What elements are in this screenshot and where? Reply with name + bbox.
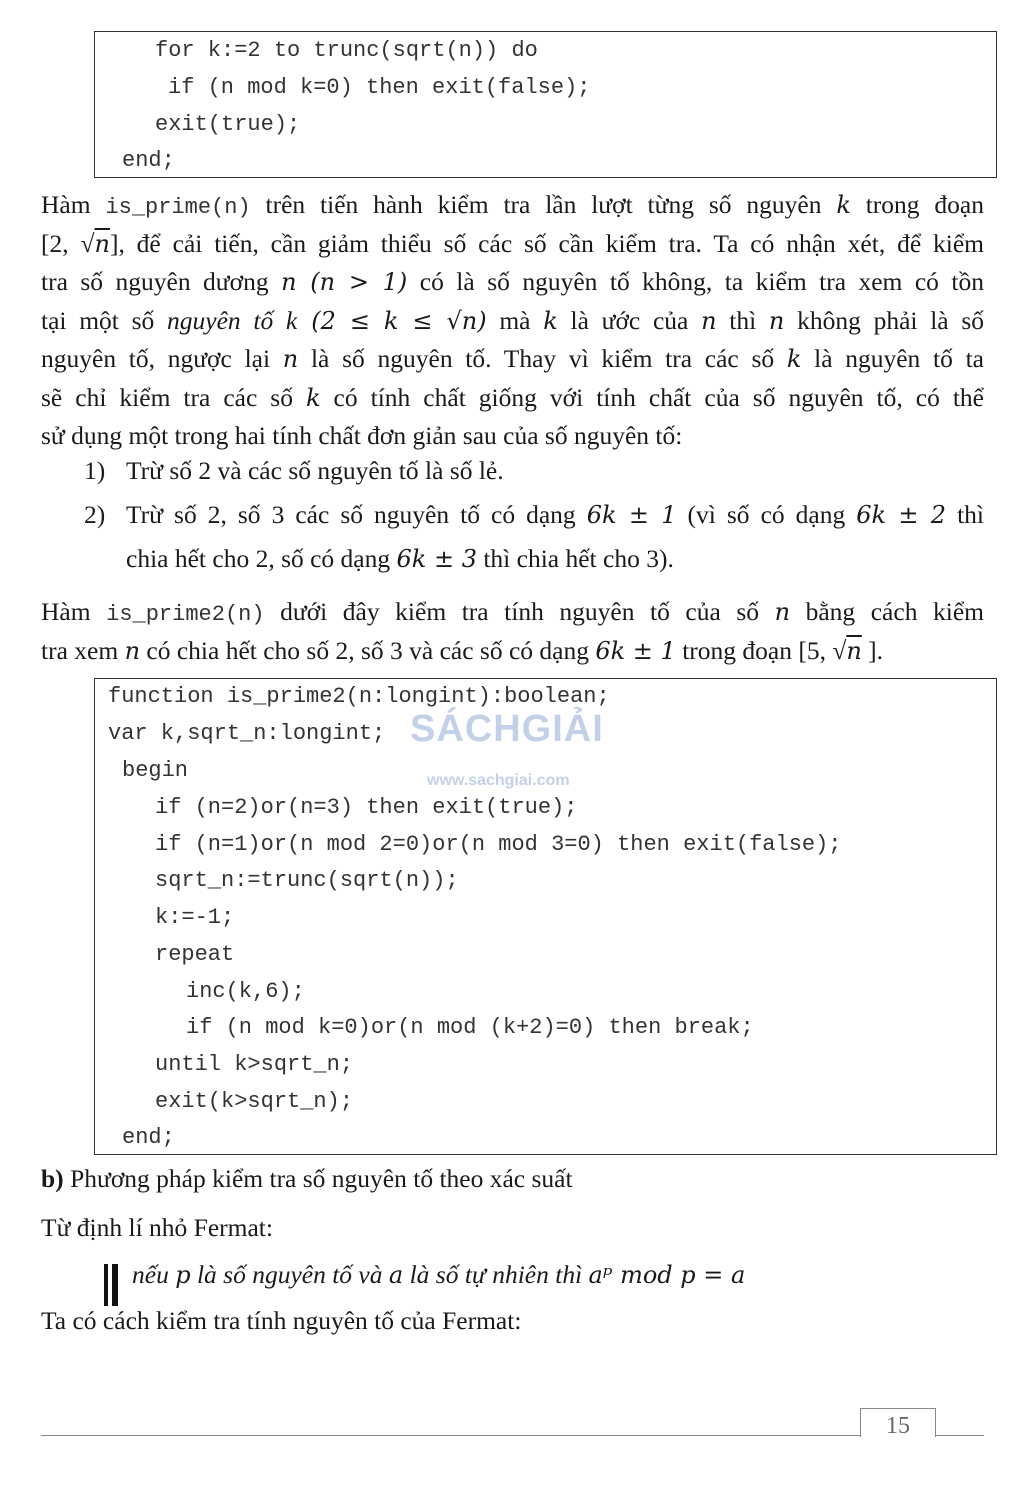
fermat-method: Ta có cách kiểm tra tính nguyên tố của Fermat:: [41, 1306, 522, 1335]
code-line: inc(k,6);: [186, 979, 305, 1004]
list-number: 2): [84, 500, 106, 529]
fermat-theorem: nếu p là số nguyên tố và a là số tự nhiên thì aᵖ mod p = a: [132, 1260, 746, 1289]
quote-bar: [104, 1264, 108, 1306]
code-line: if (n=2)or(n=3) then exit(true);: [155, 795, 578, 820]
code-line: exit(true);: [155, 112, 301, 137]
list-number: 1): [84, 456, 106, 485]
code-line: if (n mod k=0)or(n mod (k+2)=0) then break;: [186, 1015, 754, 1040]
code-line: var k,sqrt_n:longint;: [108, 721, 386, 746]
code-line: end;: [122, 1125, 175, 1150]
paragraph-is-prime2: Hàm is_prime2(n) dưới đây kiểm tra tính nguyên tố của số n bằng cách kiểm tra xem n có chia hết cho số 2, số 3 và các số có dạng 6k ± 1 trong đoạn [5, √n ].: [41, 597, 984, 665]
list-item: Trừ số 2, số 3 các số nguyên tố có dạng 6k ± 1 (vì số có dạng 6k ± 2 thì: [126, 500, 984, 529]
list-item-continuation: chia hết cho 2, số có dạng 6k ± 3 thì chia hết cho 3).: [126, 544, 674, 573]
watermark-logo: SÁCHGIẢI: [410, 708, 604, 750]
page-number: 15: [860, 1408, 936, 1437]
code-line: exit(k>sqrt_n);: [155, 1089, 354, 1114]
code-line: sqrt_n:=trunc(sqrt(n));: [155, 868, 459, 893]
code-line: end;: [122, 148, 175, 173]
code-line: begin: [122, 758, 189, 783]
code-line: if (n mod k=0) then exit(false);: [168, 75, 591, 100]
watermark-url: www.sachgiai.com: [427, 772, 570, 789]
code-block-1: [94, 31, 997, 178]
paragraph-prime-improvement: Hàm is_prime(n) trên tiến hành kiểm tra lần lượt từng số nguyên k trong đoạn [2, √n], để cải tiến, cần giảm thiểu số các số cần kiểm tra. Ta có nhận xét, để kiểm tra số nguyên dương n (n > 1) có là số nguyên tố không, ta kiểm tra xem có tồn tại một số nguyên tố k (2 ≤ k ≤ √n) mà k là ước của n thì n không phải là số nguyên tố, ngược lại n là số nguyên tố. Thay vì kiểm tra các số k là nguyên tố ta sẽ chỉ kiểm tra các số k có tính chất giống với tính chất của số nguyên tố, có thể sử dụng một trong hai tính chất đơn giản sau của số nguyên tố:: [41, 190, 985, 450]
list-item: Trừ số 2 và các số nguyên tố là số lẻ.: [126, 456, 504, 485]
code-line: until k>sqrt_n;: [155, 1052, 354, 1077]
code-line: k:=-1;: [155, 905, 235, 930]
quote-bar: [112, 1264, 118, 1306]
section-heading-b: b) Phương pháp kiểm tra số nguyên tố theo xác suất: [41, 1164, 573, 1193]
footer-rule: [41, 1435, 984, 1436]
code-line: if (n=1)or(n mod 2=0)or(n mod 3=0) then exit(false);: [155, 832, 842, 857]
code-line: function is_prime2(n:longint):boolean;: [108, 684, 610, 709]
code-line: for k:=2 to trunc(sqrt(n)) do: [155, 38, 538, 63]
fermat-intro: Từ định lí nhỏ Fermat:: [41, 1213, 273, 1242]
code-line: repeat: [155, 942, 235, 967]
